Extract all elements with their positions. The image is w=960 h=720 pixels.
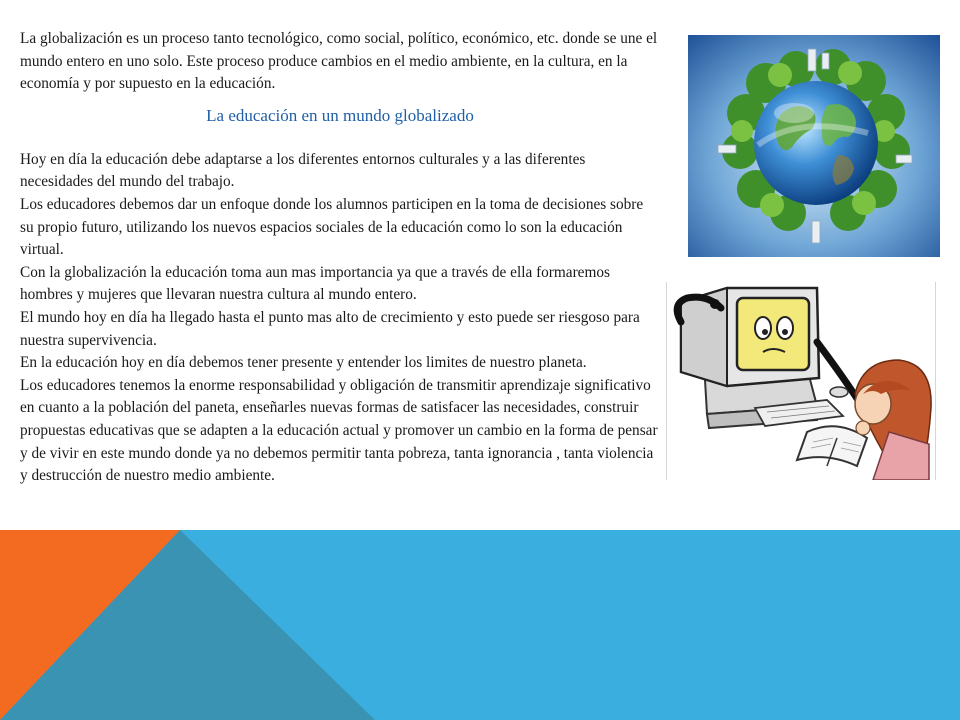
content-text — [20, 28, 660, 488]
body-paragraph: Los educadores tenemos la enorme responsabilidad y obligación de transmitir aprendizaje significativo en cuanto a la población del paneta, enseñarles nuevas formas de satisfacer las necesidades, construir propuestas educativas que se adapten a la educación actual y promover un cambio en la forma de pensar y de vivir en este mundo donde ya no debemos permitir tanta pobreza, tanta ignorancia , tanta violencia y destrucción de nuestro medio ambiente. — [20, 376, 658, 485]
body-paragraph: En la educación hoy en día debemos tener presente y entender los limites de nuestro planeta. — [20, 354, 587, 372]
body-paragraph: Con la globalización la educación toma aun mas importancia ya que a través de ella formaremos hombres y mujeres que llevaran nuestra cultura al mundo entero. — [20, 263, 610, 304]
body-paragraph: Hoy en día la educación debe adaptarse a los diferentes entornos culturales y a las diferentes necesidades del mundo del trabajo. — [20, 150, 586, 191]
slide-subtitle: La educación en un mundo globalizado — [206, 105, 474, 125]
globe-image — [688, 35, 940, 257]
earth-globe-icon — [688, 35, 940, 257]
body-paragraph: El mundo hoy en día ha llegado hasta el punto mas alto de crecimiento y esto puede ser riesgoso para nuestra supervivencia. — [20, 308, 640, 349]
body-paragraph: Los educadores debemos dar un enfoque donde los alumnos participen en la toma de decisiones sobre su propio futuro, utilizando los nuevos espacios sociales de la educación como lo son la educación virtual. — [20, 195, 644, 259]
intro-paragraph: La globalización es un proceso tanto tecnológico, como social, político, económico, etc. donde se une el mundo entero en uno solo. Este proceso produce cambios en el medio ambiente, en la cultura, en la economía y por supuesto en la educación. — [20, 30, 658, 93]
computer-reading-image — [666, 282, 936, 480]
computer-character-icon — [667, 282, 935, 480]
